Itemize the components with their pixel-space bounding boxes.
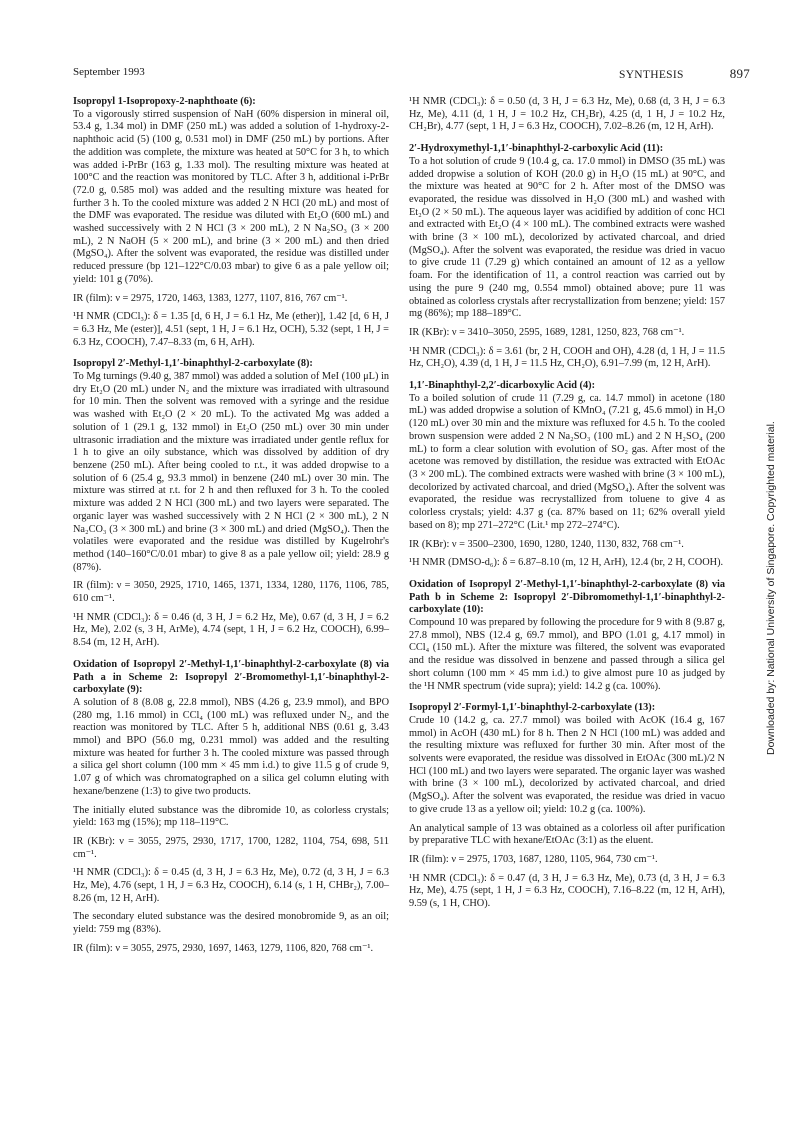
paragraph: ¹H NMR (CDCl₃): δ = 1.35 [d, 6 H, J = 6.1 Hz, Me (ether)], 1.42 [d, 6 H, J = 6.3 Hz, Me (ester)], 4.51 (sept, 1 H, J = 6.1 Hz, OCH), 5.32 (sept, 1 H, J = 6.3 Hz, COOCH), 7.47–8.33 (m, 6 H, ArH). bbox=[73, 311, 389, 348]
download-notice-text: Downloaded by: National University of Singapore. Copyrighted material. bbox=[765, 421, 777, 755]
section-heading: Oxidation of Isopropyl 2′-Methyl-1,1′-binaphthyl-2-carboxylate (8) via Path b in Scheme 2: Isopropyl 2′-Dibromomethyl-1,1′-binaphthyl-2-carboxylate (10): bbox=[409, 578, 725, 616]
section-compound-9-nmr bbox=[409, 96, 725, 134]
paragraph: To a vigorously stirred suspension of NaH (60% dispersion in mineral oil, 53.4 g, 1.34 mol) in DMF (250 mL) was added a solution of 1-hydroxy-2-naphthoic acid (5) (100 g, 0.531 mol) in DMF (250 mL) by portions. After the addition was complete, the mixture was heated at 50°C for 3 h, to which was added i-PrBr (163 g, 1.33 mol). The resulting mixture was heated at 100°C and the reaction was monitored by TLC. After 3 h, additional i-PrBr (72.0 g, 0.585 mol) was added and the resulting mixture was heated for further 3 h. To the cooled mixture was added 2 N HCl (20 mL) and most of the DMF was evaporated. The residue was diluted with Et₂O (600 mL) and washed successively with 2 N HCl (3 × 200 mL), 2 N Na₂SO₃ (3 × 200 mL), 2 N NaOH (5 × 200 mL), and brine (3 × 200 mL) and then dried (MgSO₄). After the solvent was evaporated, the residue was distilled under reduced pressure (bp 121–122°C/0.03 mbar) to give 6 as a pale yellow oil; yield: 101 g (70%). bbox=[73, 108, 389, 285]
paragraph: IR (KBr): ν = 3055, 2975, 2930, 1717, 1700, 1282, 1104, 754, 698, 511 cm⁻¹. bbox=[73, 835, 389, 860]
header-journal bbox=[619, 66, 750, 82]
section-heading: Isopropyl 1-Isopropoxy-2-naphthoate (6): bbox=[73, 96, 256, 107]
section-compound-6 bbox=[73, 96, 389, 349]
right-column bbox=[409, 96, 725, 920]
section-heading: Oxidation of Isopropyl 2′-Methyl-1,1′-binaphthyl-2-carboxylate (8) via Path a in Scheme 2: Isopropyl 2′-Bromomethyl-1,1′-binaphthyl-2-carboxylate (9): bbox=[73, 658, 389, 696]
paragraph: An analytical sample of 13 was obtained as a colorless oil after purification by preparative TLC with hexane/EtOAc (3:1) as the eluent. bbox=[409, 822, 725, 847]
section-compound-11 bbox=[409, 143, 725, 371]
page-number: 897 bbox=[729, 66, 751, 81]
paragraph: ¹H NMR (DMSO-d₆): δ = 6.87–8.10 (m, 12 H, ArH), 12.4 (br, 2 H, COOH). bbox=[409, 557, 724, 569]
journal-name: SYNTHESIS bbox=[619, 69, 684, 81]
paragraph: Crude 10 (14.2 g, ca. 27.7 mmol) was boiled with AcOK (16.4 g, 167 mmol) in AcOH (430 mL) for 8 h. Then 2 N HCl (100 mL) was added and the resulting mixture was refluxed for further 30 min. After most of the solvents were evaporated, the residue was dissolved in EtOAc (300 mL)/2 N HCl (100 mL) and two layers were separated. The organic layer was washed with brine (3 × 100 mL), decolorized by activated charcoal, and dried (MgSO₄). After the solvent was evaporated, the residue was dried in vacuo to give crude 13 as a yellow oil; yield: 10.2 g (ca. 100%). bbox=[409, 714, 725, 815]
paragraph: To Mg turnings (9.40 g, 387 mmol) was added a solution of MeI (100 μL) in dry Et₂O (20 mL) under N₂ and the mixture was irradiated with ultrasound for 10 min. Then the solvent was removed with a syringe and the residue was washed with Et₂O (2 × 20 mL). To the activated Mg was added a solution of 1 (29.1 g, 132 mmol) in Et₂O (250 mL) over 30 min under ultrasonic irradiation and the mixture was irradiated under gentle reflux for 1 h to give an oily substance, which was dissolved by addition of dry benzene (250 mL). After being cooled to r.t., it was added dropwise to a solution of 6 (25.4 g, 93.3 mmol) in benzene (240 mL) over 30 min. The mixture was stirred at r.t. for 2 h and then refluxed for 3 h. To the cooled mixture was added 2 N HCl (300 mL) and two layers were separated. The organic layer was washed successively with 2 N HCl (2 × 300 mL), 2 N Na₂CO₃ (3 × 300 mL) and brine (3 × 300 mL) and dried (MgSO₄). Then the volatiles were evaporated and the residue was distilled by Kugelrohr's method (140–160°C/0.01 mbar) to give 8 as a pale yellow oil; yield: 28.9 g (87%). bbox=[73, 371, 389, 573]
header-date: September 1993 bbox=[73, 66, 145, 78]
paragraph: ¹H NMR (CDCl₃): δ = 0.45 (d, 3 H, J = 6.3 Hz, Me), 0.72 (d, 3 H, J = 6.3 Hz, Me), 4.76 (sept, 1 H, J = 6.3 Hz, COOCH), 6.14 (s, 1 H, CHBr₂), 7.00–8.26 (m, 12 H, ArH). bbox=[73, 867, 389, 904]
paragraph: IR (KBr): ν = 3410–3050, 2595, 1689, 1281, 1250, 823, 768 cm⁻¹. bbox=[409, 326, 685, 338]
section-compound-13 bbox=[409, 702, 725, 911]
paragraph: IR (film): ν = 2975, 1703, 1687, 1280, 1105, 964, 730 cm⁻¹. bbox=[409, 853, 658, 865]
section-heading: 1,1′-Binaphthyl-2,2′-dicarboxylic Acid (4): bbox=[409, 380, 595, 392]
paragraph: The secondary eluted substance was the desired monobromide 9, as an oil; yield: 759 mg (83%). bbox=[73, 911, 389, 936]
download-notice bbox=[765, 235, 779, 755]
paragraph: ¹H NMR (CDCl₃): δ = 3.61 (br, 2 H, COOH and OH), 4.28 (d, 1 H, J = 11.5 Hz, CH₂O), 4.39 (d, 1 H, J = 11.5 Hz, CH₂O), 6.91–7.99 (m, 12 H, ArH). bbox=[409, 345, 725, 370]
paragraph: Compound 10 was prepared by following the procedure for 9 with 8 (9.87 g, 27.8 mmol), NBS (12.4 g, 69.7 mmol), and BPO (1.01 g, 4.17 mmol) in CCl₄ (150 mL). After the mixture was filtered, the solvent was evaporated and the residue was dissolved in benzene and passed through a silica gel short column (100 mm × 45 mm i.d.) to give almost pure 10 as judged by the ¹H NMR spectrum (vide supra); yield: 14.2 g (ca. 100%). bbox=[409, 617, 725, 692]
section-compound-4 bbox=[409, 380, 725, 570]
section-compound-10 bbox=[409, 579, 725, 693]
section-heading: Isopropyl 2′-Formyl-1,1′-binaphthyl-2-carboxylate (13): bbox=[409, 702, 656, 714]
paragraph: IR (film): ν = 3050, 2925, 1710, 1465, 1371, 1334, 1280, 1176, 1106, 785, 610 cm⁻¹. bbox=[73, 580, 389, 605]
paragraph: The initially eluted substance was the dibromide 10, as colorless crystals; yield: 163 mg (15%); mp 118–119°C. bbox=[73, 804, 389, 829]
paragraph: ¹H NMR (CDCl₃): δ = 0.47 (d, 3 H, J = 6.3 Hz, Me), 0.73 (d, 3 H, J = 6.3 Hz, Me), 4.75 (sept, 1 H, J = 6.3 Hz, COOCH), 7.16–8.22 (m, 12 H, ArH), 9.59 (s, 1 H, CHO). bbox=[409, 872, 725, 910]
paragraph: IR (film): ν = 2975, 1720, 1463, 1383, 1277, 1107, 816, 767 cm⁻¹. bbox=[73, 292, 348, 304]
paragraph: A solution of 8 (8.08 g, 22.8 mmol), NBS (4.26 g, 23.9 mmol), and BPO (280 mg, 1.16 mmol) in CCl₄ (100 mL) was refluxed under N₂, and the reaction was monitored by TLC. After 5 h, additional NBS (0.61 g, 3.43 mmol) and BPO (56.0 mg, 0.231 mmol) was added and the resulting mixture was heated for further 3 h. The cooled mixture was passed through a silica gel short column (100 mm × 45 mm i.d.) to give 11.5 g of crude 9, 1.07 g of which was chromatographed on a silica gel column eluting with hexane/benzene (1:3) to give two products. bbox=[73, 696, 389, 797]
paragraph: To a boiled solution of crude 11 (7.29 g, ca. 14.7 mmol) in acetone (180 mL) was added dropwise a solution of KMnO₄ (7.21 g, 45.6 mmol) in H₂O (120 mL) over 30 min and the mixture was refluxed for 4.5 h. To the cooled brown suspension were added 2 N Na₂SO₃ (100 mL) and 2 N H₂SO₄ (200 mL) to form a clear solution with evolution of SO₂ gas. After most of the acetone was removed by distillation, the residue was extracted with EtOAc (3 × 200 mL). The combined extracts were washed with brine (3 × 100 mL), decolorized by activated charcoal, and dried (MgSO₄). After the solvent was evaporated, the residue was recrystallized from toluene to give 4 as colorless crystals; yield: 4.37 g (ca. 87% based on 11; 62% overall yield based on 8); mp 271–272°C (Lit.¹ mp 272–274°C). bbox=[409, 392, 725, 531]
section-compound-9 bbox=[73, 659, 389, 956]
paragraph: ¹H NMR (CDCl₃): δ = 0.46 (d, 3 H, J = 6.2 Hz, Me), 0.67 (d, 3 H, J = 6.2 Hz, Me), 2.02 (s, 3 H, ArMe), 4.74 (sept, 1 H, J = 6.2 Hz, COOCH), 6.99–8.54 (m, 12 H, ArH). bbox=[73, 611, 389, 649]
section-heading: 2′-Hydroxymethyl-1,1′-binaphthyl-2-carboxylic Acid (11): bbox=[409, 143, 664, 155]
section-heading: Isopropyl 2′-Methyl-1,1′-binaphthyl-2-carboxylate (8): bbox=[73, 358, 313, 370]
section-compound-8 bbox=[73, 358, 389, 649]
paragraph: ¹H NMR (CDCl₃): δ = 0.50 (d, 3 H, J = 6.3 Hz, Me), 0.68 (d, 3 H, J = 6.3 Hz, Me), 4.11 (d, 1 H, J = 10.2 Hz, CH₂Br), 4.25 (d, 1 H, J = 10.2 Hz, CH₂Br), 4.77 (sept, 1 H, J = 6.3 Hz, COOCH), 7.02–8.26 (m, 12 H, ArH). bbox=[409, 96, 725, 133]
paragraph: To a hot solution of crude 9 (10.4 g, ca. 17.0 mmol) in DMSO (35 mL) was added dropwise a solution of KOH (20.0 g) in H₂O (15 mL) at 90°C, and the mixture was heated at 90°C for 2 h. After most of the DMSO was evaporated, the residue was dissolved in H₂O (300 mL) and washed with Et₂O (2 × 50 mL). The aqueous layer was acidified by addition of conc HCl and extracted with Et₂O (4 × 100 mL). The combined extracts were washed with brine (3 × 100 mL), decolorized by activated charcoal, and dried (MgSO₄). After the solvent was evaporated, the residue was dried in vacuo to give crude 11 (7.29 g) which contained an amount of 12 as a yellow foam. For the identification of 11, a control reaction was carried out by using the pure 9 (240 mg, 0.554 mmol) obtained above; pure 11 was obtained as colorless crystals after recrystallization from benzene; yield: 157 mg (86%); mp 188–189°C. bbox=[409, 155, 725, 320]
paragraph: IR (film): ν = 3055, 2975, 2930, 1697, 1463, 1279, 1106, 820, 768 cm⁻¹. bbox=[73, 942, 374, 954]
left-column bbox=[73, 96, 389, 965]
paragraph: IR (KBr): ν = 3500–2300, 1690, 1280, 1240, 1130, 832, 768 cm⁻¹. bbox=[409, 538, 684, 550]
